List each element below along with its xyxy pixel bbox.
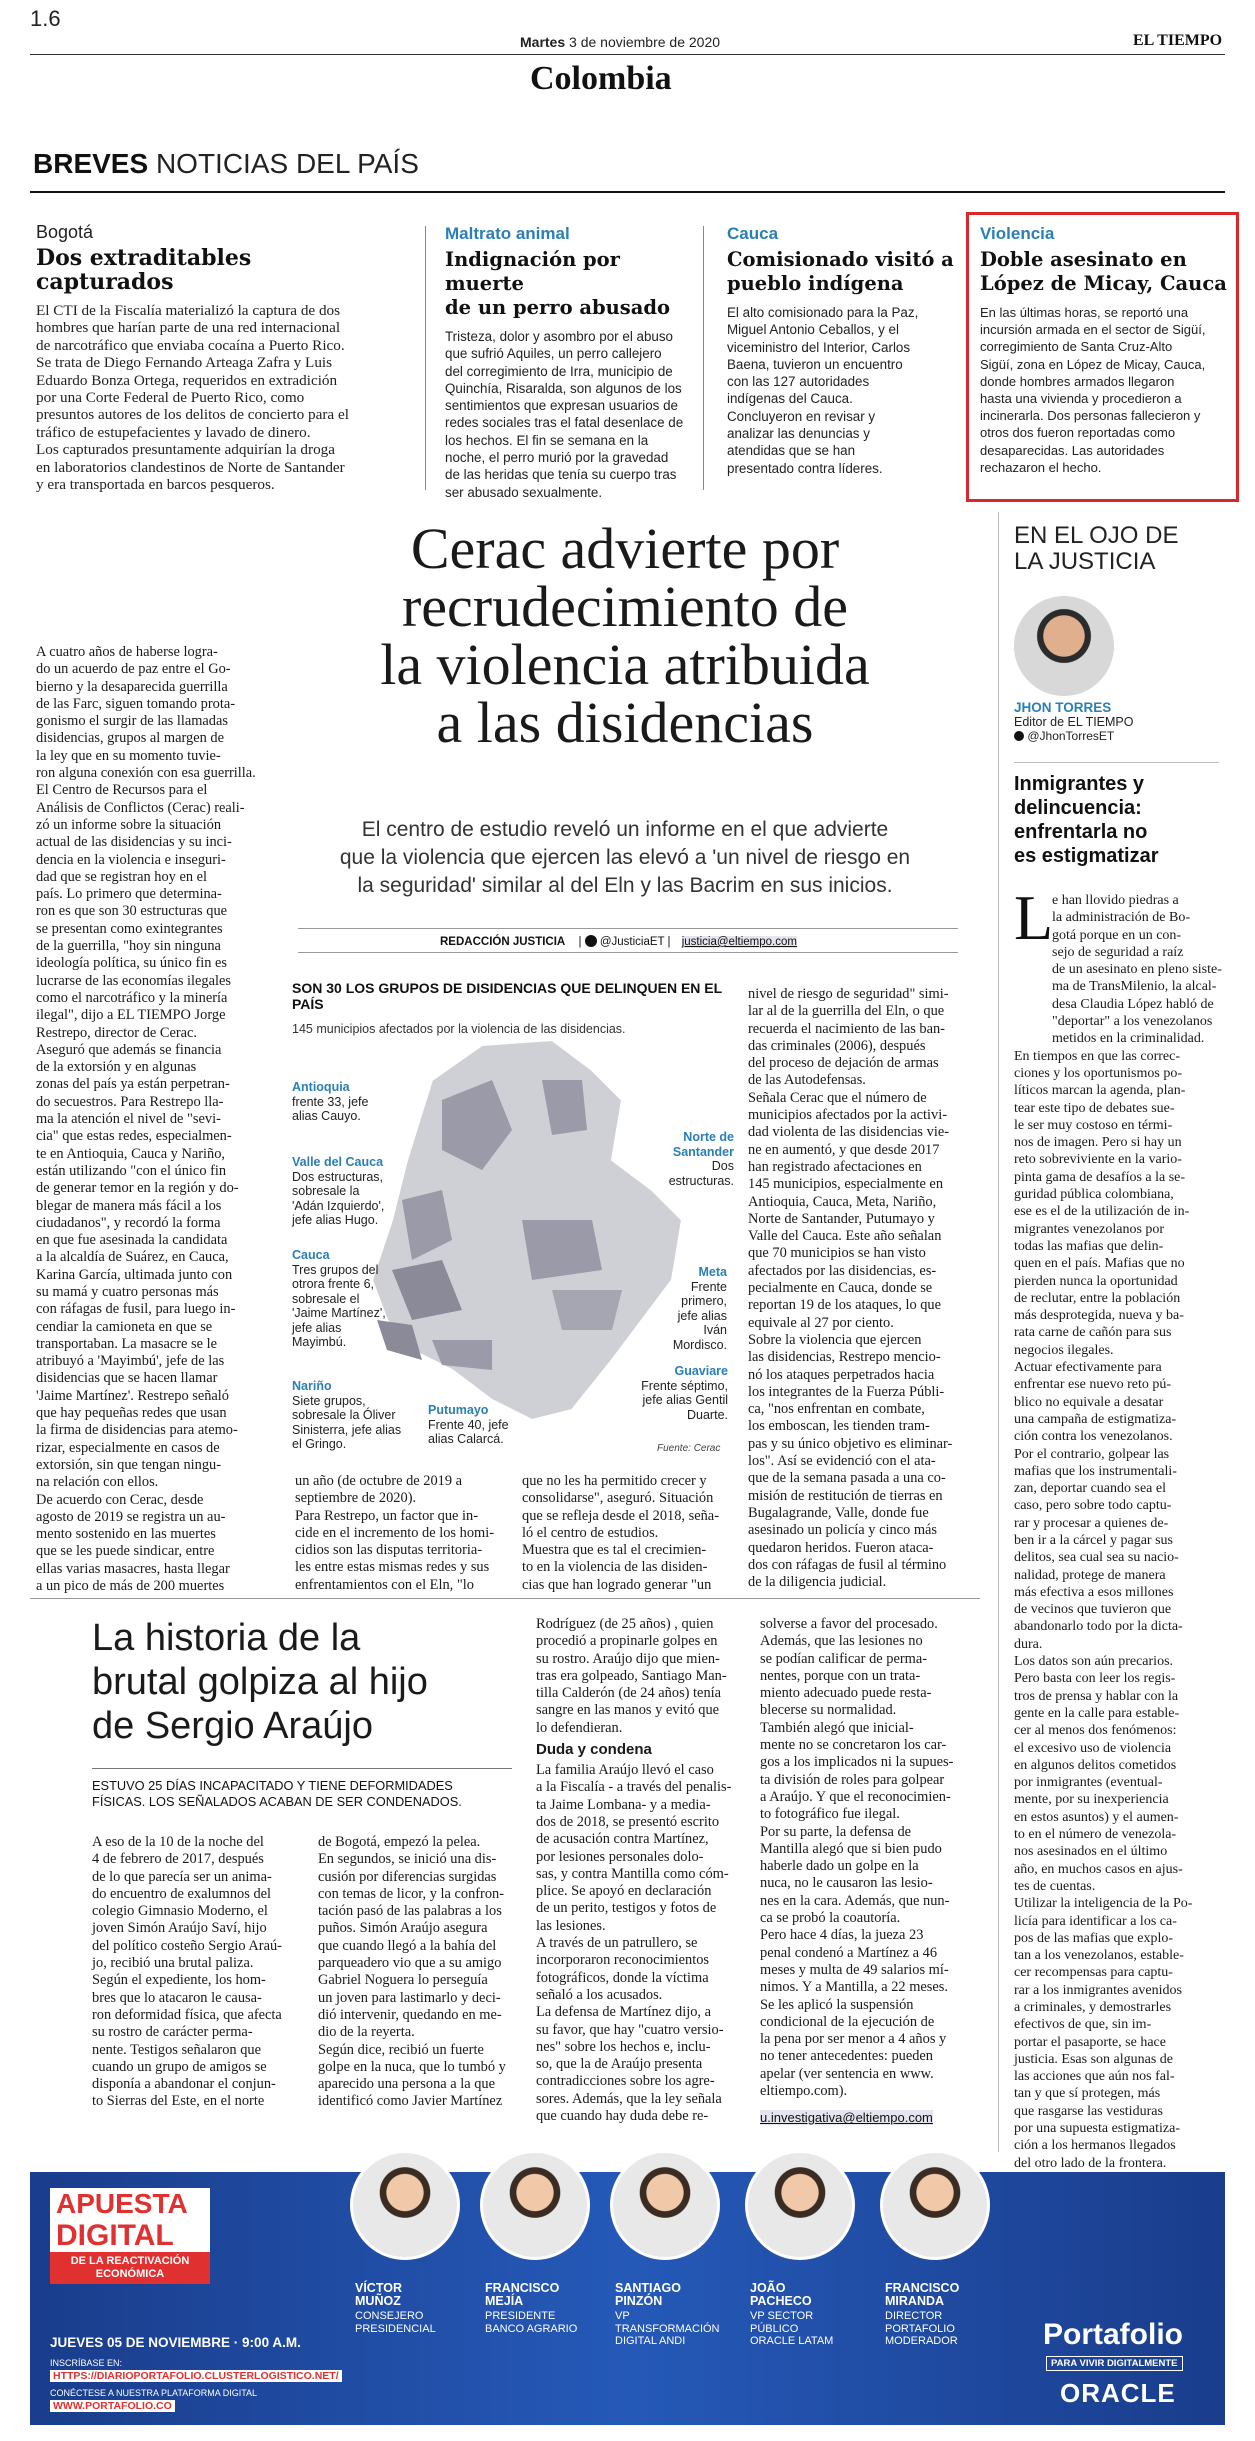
author-twitter: @JhonTorresET [1027, 729, 1115, 743]
dropcap: L [1014, 882, 1054, 953]
second-col-4: solverse a favor del procesado. Además, que las lesiones no se podían calificar de perma- nentes, porque con un trata- miento adecuado puede resta- blecerse su normalidad. También alegó que inicial- mente no se concretaron los car- gos a los implicados ni la supues- ta división de roles para golpear a Araújo. Y que el reconocimien- to fotográfico fue ilegal. Por su parte, la defensa de Mantilla alegó que si bien pudo haberle dado un golpe en la nuca, no le causaron las lesio- nes en la cara. Además, que nun- ca se probó la coautoría. Pero hace 4 días, la jueza 23 penal condenó a Martínez a 46 meses y multa de 49 salarios mí- nimos. Y a Mantilla, a 22 meses. Se les aplicó la suspensión condicional de la ejecución de la pena por ser menor a 4 años y no tener antecedentes: pueden apelar (ver sentencia en www. eltiempo.com). u.investigativa@eltiempo.com [760, 1616, 954, 2126]
brief-maltrato [445, 224, 685, 501]
author-name: JHON TORRES [1014, 700, 1112, 715]
ad-site-link[interactable]: WWW.PORTAFOLIO.CO [50, 2400, 175, 2412]
ad-register: INSCRÍBASE EN: [50, 2358, 123, 2368]
brief-body: El CTI de la Fiscalía materializó la captura de dos hombres que harían parte de una red internacional de narcotráfico que enviaba cocaína a Puerto Rico. Se trata de Diego Fernando Arteaga Zafra y Luis Eduardo Bonza Ortega, requeridos en extradición por una Corte Federal de Puerto Rico, como presuntos autores de los delitos de concierto para el tráfico de estupefacientes y lavado de dinero. Los capturados presuntamente adquirían la droga en laboratorios clandestinos de Norte de Santander y era transportada en barcos pesqueros. [36, 302, 349, 494]
map-infographic: SON 30 LOS GRUPOS DE DISIDENCIAS QUE DELINQUEN EN EL PAÍS 145 municipios afectados por la violencia de las disidencias. Antioquia frente 33, jefe alias Cauyo. Valle del Cauca Dos estructuras, sobresale la 'Adán Izquierdo', jefe alias Hugo. Cauca Tres grupos del otrora frente 6, sobresale el 'Jaime Martínez', jefe alias Mayimbú. Nariño Siete grupos, sobresale la Óliver Sinisterra, jefe alias el Gringo. Putumayo Frente 40, jefe alias Calarcá. Norte de Santander Dos estructuras. Meta Frente primero, jefe alias Iván Mordisco. Guaviare Frente séptimo, jefe alias Gentil Duarte. Fuente: Cerac [292, 980, 734, 1470]
main-col-2: un año (de octubre de 2019 a septiembre de 2020). Para Restrepo, un factor que in- cide en el incremento de los homi- cidios son las disputas territoria- les entre estas mismas redes y sus enfrentamientos con el Eln, "lo [295, 1473, 495, 1593]
speaker-photo [880, 2150, 990, 2260]
speaker-photo [610, 2150, 720, 2260]
brief-body: El alto comisionado para la Paz, Miguel Antonio Ceballos, y el viceministro del Interior, Carlos Baena, tuvieron un encuentro con las 127 autoridades indígenas del Cauca. Concluyeron en revisar y analizar las denuncias y atendidas que se han presentado contra líderes. [727, 305, 919, 476]
main-deck: El centro de estudio reveló un informe en el que advierte que la violencia que ejercen las elevó a 'un nivel de riesgo en la seguridad' similar al del Eln y las Bacrim en sus inicios. [339, 818, 911, 897]
byline: REDACCIÓN JUSTICIA | @JusticiaET | justicia@eltiempo.com [440, 936, 797, 948]
brief-violencia [980, 224, 1230, 476]
brand-logo: EL TIEMPO [1133, 32, 1223, 49]
ad-title: APUESTA DIGITAL DE LA REACTIVACIÓN ECONÓMICA [50, 2188, 210, 2302]
map-title: SON 30 LOS GRUPOS DE DISIDENCIAS QUE DELINQUEN EN EL PAÍS [292, 980, 722, 1012]
main-col-3: que no les ha permitido crecer y consolidarse", aseguró. Situación que se refleja desde el 2018, seña- ló el centro de estudios. Muestra que es tal el crecimien- to en la violencia de las disiden- cias que han logrado generar "un [522, 1473, 719, 1593]
ad-date: JUEVES 05 DE NOVIEMBRE · 9:00 A.M. [50, 2335, 301, 2350]
section-title: Colombia [530, 60, 672, 97]
second-email[interactable]: u.investigativa@eltiempo.com [760, 2110, 933, 2126]
second-subhead: Duda y condena [536, 1741, 652, 1759]
author-info [1014, 700, 1164, 743]
speaker-2: FRANCISCO MEJÍA PRESIDENTE BANCO AGRARIO [485, 2281, 578, 2335]
second-headline: La historia de la brutal golpiza al hijo de Sergio Araújo [92, 1617, 428, 1747]
second-col-1: A eso de la 10 de la noche del 4 de febrero de 2017, después de lo que parecía ser un anima- do encuentro de exalumnos del colegio Gimnasio Moderno, el joven Simón Araújo Saví, hijo del político costeño Sergio Araú- jo, recibió una brutal paliza. Según el expediente, los hom- bres que lo atacaron le causa- ron deformidad física, que afecta su rostro de carácter perma- nente. Testigos señalaron que cuando un grupo de amigos se disponía a abandonar el conjun- to Sierras del Este, en el norte [92, 1834, 282, 2110]
brief-title: Comisionado visitó a pueblo indígena [727, 248, 954, 295]
second-col-3: Rodríguez (de 25 años) , quien procedió a propinarle golpes en su rostro. Araújo dijo que mien- tras era golpeado, Santiago Man- tilla Calderón (de 24 años) tenía sangre en las manos y evitó que lo defendieran. Duda y condena La familia Araújo llevó el caso a la Fiscalía - a través del penalis- ta Jaime Lombana- y a media- dos de 2018, se presentó escrito de acusación contra Martínez, por lesiones personales dolo- sas, y contra Mantilla como cóm- plice. Se apoyó en declaración de un perito, testigos y fotos de las lesiones. A través de un patrullero, se incorporaron reconocimientos fotográficos, donde la víctima señaló a los acusados. La defensa de Martínez dijo, a su favor, que hay "cuatro versio- nes" sobre los hechos e, inclu- so, que la de Araújo presenta contradicciones sobre los agre- sores. Además, que la ley señala que cuando hay duda debe re- [536, 1616, 748, 2125]
brief-body: Tristeza, dolor y asombro por el abuso que sufrió Aquiles, un perro callejero del corregimiento de Irra, municipio de Quinchía, Risaralda, son algunos de los sentimientos que expresan usuarios de redes sociales tras el fatal desenlace de los hechos. El fin se semana en la noche, el perro murió por la gravedad de las heridas que tenía su cuerpo tras ser abusado sexualmente. [445, 329, 684, 500]
brief-section: Bogotá [36, 222, 94, 242]
author-role: Editor de EL TIEMPO [1014, 715, 1134, 729]
author-photo [1014, 596, 1114, 696]
main-col-4: nivel de riesgo de seguridad" simi- lar al de la guerrilla del Eln, o que recuerda el nacimiento de las ban- das criminales (2006), después del proceso de dejación de armas de las Autodefensas. Señala Cerac que el número de municipios afectados por la activi- dad violenta de las disidencias vie- ne en aumentó, y que desde 2017 han registrado afectaciones en 145 municipios, especialmente en Antioquia, Cauca, Meta, Nariño, Norte de Santander, Putumayo y Valle del Cauca. Este año señalan que 70 municipios se han visto afectados por las disidencias, es- pecialmente en Cauca, donde se reportan 19 de los ataques, lo que equivale al 27 por ciento. Sobre la violencia que ejercen las disidencias, Restrepo mencio- nó los ataques perpetrados hacia los integrantes de la Fuerza Públi- ca, "nos enfrentan en combate, los emboscan, les tienden tram- pas y su único objetivo es eliminar- los". Así se evidenció con el ata- que de la semana pasada a una co- misión de restitución de tierras en Bugalagrande, Valle, donde fue asesinado un policía y cinco más quedaron heridos. Fueron ataca- dos con ráfagas de fusil al término de la diligencia judicial. [748, 986, 953, 1591]
brief-body: En las últimas horas, se reportó una incursión armada en el sector de Sigüí, corregimiento de Santa Cruz-Alto Sigüí, zona en López de Micay, Cauca, donde hombres armados llegaron hasta una vivienda y procedieron a incinerarla. Dos personas fallecieron y otros dos fueron reportadas como desaparecidas. Las autoridades rechazaron el hecho. [980, 305, 1206, 475]
twitter-icon [1014, 731, 1024, 741]
issue-date: Martes 3 de noviembre de 2020 [520, 34, 721, 50]
byline-email[interactable]: justicia@eltiempo.com [681, 936, 797, 948]
column-body: L e han llovido piedras a la administración de Bo- gotá porque en un con- sejo de seguridad a raíz de un asesinato en pleno siste- ma de TransMilenio, la alcal- desa Claudia López habló de "deportar" a los venezolanos metidos en la criminalidad. En tiempos en que las correc- ciones y los oportunismos po- líticos marcan la agenda, plan- tear este tipo de debates sue- le ser muy costoso en térmi- nos de imagen. Pero si hay un reto sobreviviente en la vario- pinta gama de desafíos a la se- guridad pública colombiana, ese es el de la utilización de in- migrantes venezolanos por todas las mafias que delin- quen en el país. Mafias que no pierden nunca la oportunidad de reclutar, entre la población más desprotegida, nueva y ba- rata carne de cañón para sus negocios ilegales. Actuar efectivamente para enfrentar ese nuevo reto pú- blico no equivale a desatar una campaña de estigmatiza- ción contra los venezolanos. Por el contrario, golpear las mafias que los instrumentali- zan, deportar cuando sea el caso, pero sobre todo captu- rar y procesar a quienes de- ben ir a la cárcel y pagar sus delitos, sea cual sea su nacio- nalidad, protege de manera más efectiva a esos millones de vecinos que tuvieron que abandonarlo todo por la dicta- dura. Los datos son aún precarios. Pero basta con leer los regis- tros de prensa y hablar con la gente en la calle para estable- cer al menos dos fenómenos: el excesivo uso de violencia en algunos delitos cometidos por inmigrantes (eventual- mente, por su inexperiencia en estos asuntos) y el aumen- to en el número de venezola- nos asesinados en el último año, en muchos casos en ajus- tes de cuentas. Utilizar la inteligencia de la Po- licía para identificar a los ca- pos de las mafias que explo- tan a los venezolanos, estable- cer recompensas para captu- rar a los inmigrantes avenidos a criminales, y demostrarles efectivos de que, sin im- portar el pasaporte, se hace justicia. Esas son algunas de las acciones que aún nos fal- tan y que sí protegen, más que rasgarse las vestiduras por una supuesta estigmatiza- ción a los hermanos llegados del otro lado de la frontera. [1014, 882, 1222, 2171]
column-kicker: EN EL OJO DE LA JUSTICIA [1014, 522, 1179, 575]
portafolio-tagline: PARA VIVIR DIGITALMENTE [1046, 2356, 1183, 2371]
brief-title: Doble asesinato en López de Micay, Cauca [980, 248, 1227, 295]
map-region-guaviare [552, 1290, 622, 1330]
ad-note: CONÉCTESE A NUESTRA PLATAFORMA DIGITAL [50, 2388, 258, 2398]
brief-bogota [36, 222, 396, 493]
second-col-2: de Bogotá, empezó la pelea. En segundos, se inició una dis- cusión por diferencias surgidas con temas de licor, y la confron- tación pasó de las palabras a los puños. Simón Araújo asegura que cuando llegó a la bahía del parqueadero vio que a su amigo Gabriel Noguera lo perseguía un joven para lastimarlo y deci- dió intervenir, quedando en me- dio de la reyerta. Según dice, recibió un fuerte golpe en la nuca, que lo tumbó y aparecido una persona a la que identificó como Javier Martínez [318, 1834, 506, 2110]
twitter-icon [585, 935, 597, 947]
speaker-1: VÍCTOR MUÑOZ CONSEJERO PRESIDENCIAL [355, 2281, 436, 2335]
brief-cauca [727, 224, 957, 477]
column-title: Inmigrantes y delincuencia: enfrentarla no es estigmatizar [1014, 773, 1159, 867]
speaker-4: JOÃO PACHECO VP SECTOR PÚBLICO ORACLE LATAM [750, 2281, 834, 2347]
map-source: Fuente: Cerac [657, 1443, 721, 1454]
second-deck: ESTUVO 25 DÍAS INCAPACITADO Y TIENE DEFORMIDADES FÍSICAS. LOS SEÑALADOS ACABAN DE SER CONDENADOS. [92, 1778, 462, 1809]
portafolio-logo: Portafolio [1043, 2318, 1183, 2351]
main-col-1: A cuatro años de haberse logra- do un acuerdo de paz entre el Go- bierno y la desaparecida guerrilla de las Farc, siguen tomando prota- gonismo el surgir de las llamadas disidencias, grupos al margen de la ley que en su momento tuvie- ron alguna conexión con esa guerrilla. El Centro de Recursos para el Análisis de Conflictos (Cerac) reali- zó un informe sobre la situación actual de las disidencias y su inci- dencia en la violencia e inseguri- dad que se registran hoy en el país. Lo primero que determina- ron es que son 30 estructuras que se presentan como exintegrantes de la guerrilla, "hoy sin ninguna ideología política, su único fin es lucrarse de las economías ilegales como el narcotráfico y la minería ilegal", dijo a EL TIEMPO Jorge Restrepo, director de Cerac. Aseguró que además se financia de la extorsión y en algunas zonas del país ya están perpetran- do secuestros. Para Restrepo lla- ma la atención el nivel de "sevi- cia" que estas redes, especialmen- te en Antioquia, Cauca y Nariño, están utilizando "con el único fin de generar temor en la región y do- blegar de manera más fácil a los ciudadanos", y recordó la forma en que fue asesinada la candidata a la alcaldía de Suárez, en Cauca, Karina García, ultimada junto con su mamá y cuatro personas más con ráfagas de fusil, para luego in- cendiar la camioneta en que se transportaban. La masacre se le atribuyó a 'Mayimbú', jefe de las disidencias que se hacen llamar 'Jaime Martínez'. Restrepo señaló que hay pequeñas redes que usan la firma de disidencias para atemo- rizar, especialmente en casos de extorsión, sin que tengan ningu- na relación con ellos. De acuerdo con Cerac, desde agosto de 2019 se registra un au- mento sostenido en las muertes que se les puede sindicar, entre ellas varias masacres, hasta llegar a un pico de más de 200 muertes [36, 644, 256, 1595]
page-number: 1.6 [30, 6, 61, 31]
ad-register-link[interactable]: HTTPS://DIARIOPORTAFOLIO.CLUSTERLOGISTICO.NET/ [50, 2370, 342, 2382]
speaker-photo [745, 2150, 855, 2260]
speaker-3: SANTIAGO PINZÓN VP TRANSFORMACIÓN DIGITAL ANDI [615, 2281, 720, 2347]
speaker-photo [350, 2150, 460, 2260]
breves-label: BREVES NOTICIAS DEL PAÍS [33, 148, 419, 179]
brief-section: Cauca [727, 224, 779, 243]
brief-section: Maltrato animal [445, 224, 570, 243]
map-subtitle: 145 municipios afectados por la violencia de las disidencias. [292, 1022, 626, 1036]
brief-section: Violencia [980, 224, 1055, 243]
map-region-meta [522, 1220, 602, 1280]
main-headline: Cerac advierte por recrudecimiento de la violencia atribuida a las disidencias [380, 516, 870, 755]
speaker-5: FRANCISCO MIRANDA DIRECTOR PORTAFOLIO MODERADOR [885, 2281, 960, 2347]
brief-title: Indignación por muerte de un perro abusado [445, 248, 671, 319]
brief-title: Dos extraditables capturados [36, 245, 252, 295]
speaker-photo [480, 2150, 590, 2260]
oracle-logo: ORACLE [1060, 2378, 1176, 2408]
